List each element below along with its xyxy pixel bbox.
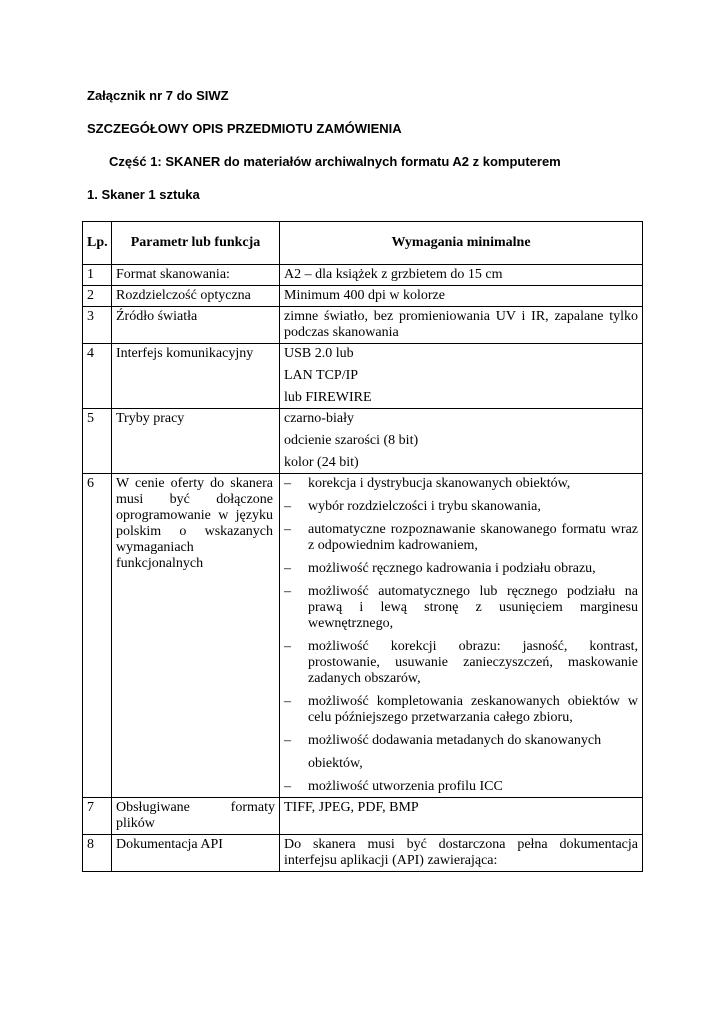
dash-marker: – — [284, 561, 291, 576]
row-param: Obsługiwane formaty plików — [112, 798, 280, 835]
row-param: Format skanowania: — [112, 265, 280, 286]
list-item: – korekcja i dystrybucja skanowanych obiektów, — [284, 476, 571, 491]
table-row — [83, 835, 643, 872]
list-item: – możliwość automatycznego lub ręcznego podziału na prawą i lewą stronę z usunięciem marginesu wewnętrznego, — [284, 584, 638, 631]
table-row — [83, 307, 643, 344]
table-row — [83, 344, 643, 409]
dash-marker: – — [284, 476, 291, 491]
row-value: USB 2.0 lub — [284, 346, 354, 361]
row-values — [280, 474, 643, 798]
row-number: 1 — [83, 265, 112, 286]
dash-marker: – — [284, 733, 291, 748]
row-value: lub FIREWIRE — [284, 390, 372, 405]
list-item: – wybór rozdzielczości i trybu skanowania, — [284, 499, 541, 514]
list-item: – możliwość korekcji obrazu: jasność, kontrast, prostowanie, usuwanie zanieczyszczeń, maskowanie zadanych obszarów, — [284, 639, 638, 686]
list-item: – możliwość utworzenia profilu ICC — [284, 779, 503, 794]
row-values — [280, 344, 643, 409]
row-value: czarno-biały — [284, 411, 354, 426]
list-item: obiektów, — [308, 756, 363, 771]
table-row — [83, 474, 643, 798]
part-title: Część 1: SKANER do materiałów archiwalnych formatu A2 z komputerem — [109, 154, 561, 169]
row-param: Dokumentacja API — [112, 835, 280, 872]
dash-marker: – — [284, 694, 291, 709]
row-number: 2 — [83, 286, 112, 307]
annex-label: Załącznik nr 7 do SIWZ — [87, 88, 229, 103]
row-value: Minimum 400 dpi w kolorze — [280, 286, 643, 307]
row-param: W cenie oferty do skanera musi być dołączone oprogramowanie w języku polskim o wskazanych wymaganiach funkcjonalnych — [112, 474, 280, 798]
row-param: Interfejs komunikacyjny — [112, 344, 280, 409]
dash-marker: – — [284, 584, 291, 599]
list-item: – możliwość dodawania metadanych do skanowanych — [284, 733, 602, 748]
table-row — [83, 409, 643, 474]
list-item: – możliwość kompletowania zeskanowanych obiektów w celu późniejszego przetwarzania całego zbioru, — [284, 694, 638, 725]
table-row — [83, 265, 643, 286]
row-number: 7 — [83, 798, 112, 835]
row-param: Źródło światła — [112, 307, 280, 344]
row-value: odcienie szarości (8 bit) — [284, 433, 419, 448]
row-number: 4 — [83, 344, 112, 409]
feature-list — [284, 476, 638, 795]
row-param: Tryby pracy — [112, 409, 280, 474]
row-value: zimne światło, bez promieniowania UV i IR, zapalane tylko podczas skanowania — [280, 307, 643, 344]
document-title: SZCZEGÓŁOWY OPIS PRZEDMIOTU ZAMÓWIENIA — [87, 121, 402, 136]
list-item: – automatyczne rozpoznawanie skanowanego formatu wraz z odpowiednim kadrowaniem, — [284, 522, 638, 553]
header-lp: Lp. — [83, 222, 112, 265]
header-param: Parametr lub funkcja — [112, 222, 280, 265]
row-value: LAN TCP/IP — [284, 368, 359, 383]
row-number: 5 — [83, 409, 112, 474]
row-number: 3 — [83, 307, 112, 344]
row-number: 6 — [83, 474, 112, 798]
section-title: 1. Skaner 1 sztuka — [87, 187, 200, 202]
table-row — [83, 798, 643, 835]
header-requirements: Wymagania minimalne — [280, 222, 643, 265]
row-value: Do skanera musi być dostarczona pełna dokumentacja interfejsu aplikacji (API) zawierająca: — [280, 835, 643, 872]
row-value: TIFF, JPEG, PDF, BMP — [280, 798, 643, 835]
table-row — [83, 286, 643, 307]
row-value: kolor (24 bit) — [284, 455, 359, 470]
list-item: – możliwość ręcznego kadrowania i podziału obrazu, — [284, 561, 596, 576]
dash-marker: – — [284, 639, 291, 654]
dash-marker: – — [284, 522, 291, 537]
row-values — [280, 409, 643, 474]
dash-marker: – — [284, 499, 291, 514]
dash-marker: – — [284, 779, 291, 794]
row-number: 8 — [83, 835, 112, 872]
row-param: Rozdzielczość optyczna — [112, 286, 280, 307]
requirements-table — [82, 221, 643, 872]
table-header-row — [83, 222, 643, 265]
row-value: A2 – dla książek z grzbietem do 15 cm — [280, 265, 643, 286]
